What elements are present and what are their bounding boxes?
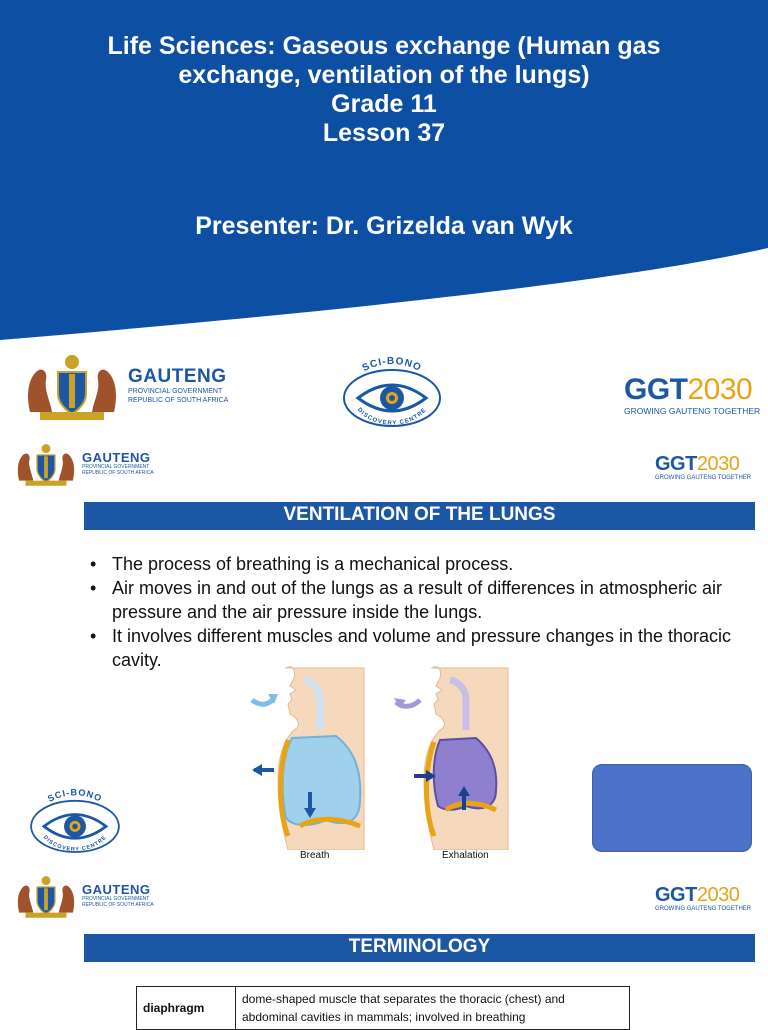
scibono-eye-icon xyxy=(334,352,450,430)
definition-cell: dome-shaped muscle that separates the thoracic (chest) and abdominal cavities in mammals; involved in breathing xyxy=(236,987,630,1030)
coat-of-arms-icon xyxy=(14,872,78,920)
gauteng-sub2: REPUBLIC OF SOUTH AFRICA xyxy=(128,396,229,404)
scibono-bottom-text: DISCOVERY CENTRE xyxy=(355,407,429,427)
gauteng-logo xyxy=(22,350,228,422)
title-line-1: Life Sciences: Gaseous exchange (Human gas xyxy=(107,32,661,60)
scibono-top-text: SCI-BONO xyxy=(46,787,104,804)
title-line-3: Grade 11 xyxy=(331,90,437,118)
gauteng-sub1: PROVINCIAL GOVERNMENT xyxy=(82,896,150,903)
bullet-list xyxy=(86,552,746,672)
caption-exhalation: Exhalation xyxy=(442,850,489,861)
term-cell: diaphragm xyxy=(137,987,236,1030)
ggt-tagline: GROWING GAUTENG TOGETHER xyxy=(655,475,752,481)
scibono-logo xyxy=(334,352,450,435)
gauteng-name: GAUTENG xyxy=(128,366,227,388)
gauteng-sub1: PROVINCIAL GOVERNMENT xyxy=(128,388,223,396)
gauteng-sub2: REPUBLIC OF SOUTH AFRICA xyxy=(82,470,154,476)
svg-text:SCI-BONO xyxy=(361,356,424,374)
scibono-logo-slide2 xyxy=(22,784,128,861)
section-header-terminology: TERMINOLOGY xyxy=(84,934,755,962)
gauteng-logo-slide2 xyxy=(14,440,154,488)
section-header-ventilation: VENTILATION OF THE LUNGS xyxy=(84,502,755,530)
ggt-wordmark: GGT2030 xyxy=(655,884,740,906)
scibono-top-text: SCI-BONO xyxy=(360,355,424,375)
coat-of-arms-icon xyxy=(22,350,122,422)
lungs-illustration xyxy=(244,660,514,850)
presenter-name: Presenter: Dr. Grizelda van Wyk xyxy=(195,212,573,240)
title-banner xyxy=(0,0,768,345)
ggt-tagline: GROWING GAUTENG TOGETHER xyxy=(624,406,761,416)
gauteng-name: GAUTENG xyxy=(82,450,151,466)
blue-box xyxy=(592,764,752,852)
breathing-diagram xyxy=(244,660,514,866)
ggt-year: 2030 xyxy=(687,373,753,406)
ggt-tagline: GROWING GAUTENG TOGETHER xyxy=(655,906,752,912)
bullet-item: • Air moves in and out of the lungs as a result of differences in atmospheric air pressure and the air pressure inside the lungs. xyxy=(86,576,746,624)
gauteng-name: GAUTENG xyxy=(82,882,151,898)
ggt-wordmark: GGT2030 xyxy=(624,373,753,406)
scibono-bottom-text: DISCOVERY CENTRE xyxy=(41,834,109,853)
title-line-2: exchange, ventilation of the lungs) xyxy=(178,61,590,89)
title-line-4: Lesson 37 xyxy=(322,119,446,147)
bullet-item: • It involves different muscles and volume and pressure changes in the thoracic cavity. xyxy=(86,624,746,672)
slide-title xyxy=(0,32,768,148)
coat-of-arms-icon xyxy=(14,440,78,488)
table-row xyxy=(137,987,630,1030)
ggt-wordmark: GGT2030 xyxy=(655,453,740,475)
caption-breath: Breath xyxy=(300,850,330,861)
bullet-item: • The process of breathing is a mechanical process. xyxy=(86,552,746,576)
gauteng-logo-slide3 xyxy=(14,872,154,920)
gauteng-sub1: PROVINCIAL GOVERNMENT xyxy=(82,464,150,471)
ggt-logo xyxy=(624,375,760,416)
gauteng-sub2: REPUBLIC OF SOUTH AFRICA xyxy=(82,902,154,908)
ggt-logo-slide3 xyxy=(655,885,751,912)
terminology-table xyxy=(136,986,630,1030)
scibono-eye-icon xyxy=(22,784,128,856)
ggt-logo-slide2 xyxy=(655,454,751,481)
